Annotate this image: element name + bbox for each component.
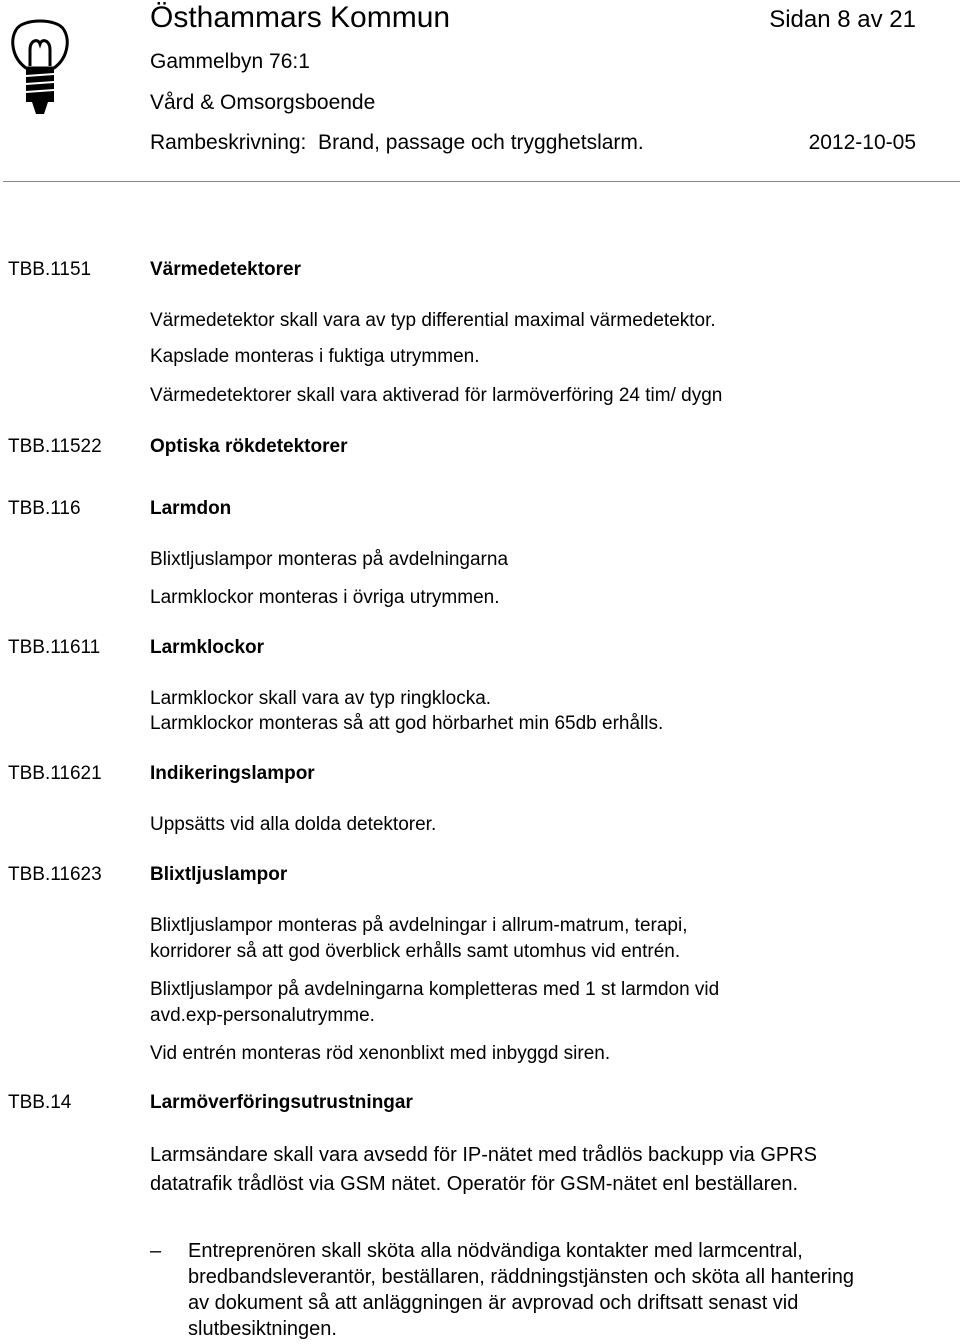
section-code: TBB.11623 (8, 864, 102, 885)
municipality-name: Östhammars Kommun (150, 1, 451, 34)
page-number: Sidan 8 av 21 (769, 6, 916, 33)
section-title: Blixtljuslampor (150, 864, 288, 885)
section-code: TBB.14 (8, 1092, 72, 1113)
section-title: Larmöverföringsutrustningar (150, 1092, 413, 1113)
section-text: Blixtljuslampor på avdelningarna kompletteras med 1 st larmdon vid (150, 979, 720, 1000)
section-title: Indikeringslampor (150, 763, 315, 784)
section-text: Uppsätts vid alla dolda detektorer. (150, 814, 437, 835)
section-text: Blixtljuslampor monteras på avdelningar i allrum-matrum, terapi, (150, 915, 688, 936)
bullet-marker: – (150, 1240, 162, 1262)
document-date: 2012-10-05 (808, 131, 916, 154)
section-text: Kapslade monteras i fuktiga utrymmen. (150, 346, 480, 367)
section-code: TBB.11611 (8, 637, 101, 658)
section-text: avd.exp-personalutrymme. (150, 1005, 375, 1026)
section-title: Värmedetektorer (150, 259, 302, 280)
section-title: Larmdon (150, 498, 232, 519)
light-bulb-icon (8, 10, 72, 116)
section-title: Optiska rökdetektorer (150, 436, 348, 457)
section-title: Larmklockor (150, 637, 265, 658)
section-text: Värmedetektor skall vara av typ differential maximal värmedetektor. (150, 310, 716, 331)
property-designation: Gammelbyn 76:1 (150, 50, 310, 73)
section-code: TBB.1151 (8, 259, 92, 280)
section-text: korridorer så att god överblick erhålls samt utomhus vid entrén. (150, 941, 681, 962)
section-text: Vid entrén monteras röd xenonblixt med inbyggd siren. (150, 1043, 611, 1064)
section-code: TBB.11621 (8, 763, 102, 784)
section-code: TBB.11522 (8, 436, 102, 457)
facility-name: Vård & Omsorgsboende (150, 91, 376, 114)
document-description: Rambeskrivning: Brand, passage och trygghetslarm. (150, 131, 644, 154)
section-text: Blixtljuslampor monteras på avdelningarna (150, 549, 509, 570)
section-text: Larmklockor monteras så att god hörbarhet min 65db erhålls. (150, 713, 664, 734)
section-code: TBB.116 (8, 498, 81, 519)
header-divider (3, 181, 960, 182)
section-text: Larmklockor monteras i övriga utrymmen. (150, 587, 500, 608)
section-text: Larmklockor skall vara av typ ringklocka. (150, 688, 492, 709)
bullet-text: Entreprenören skall sköta alla nödvändiga kontakter med larmcentral, bredbandsleverantör, beställaren, räddningstjänsten och sköta all hantering av dokument så att anläggningen är avprovad och driftsatt senast vid slutbesiktningen. (188, 1240, 854, 1340)
section-paragraph: Larmsändare skall vara avsedd för IP-nätet med trådlös backupp via GPRS datatrafik trådlöst via GSM nätet. Operatör för GSM-nätet enl beställaren. (150, 1144, 817, 1195)
section-text: Värmedetektorer skall vara aktiverad för larmöverföring 24 tim/ dygn (150, 385, 723, 406)
